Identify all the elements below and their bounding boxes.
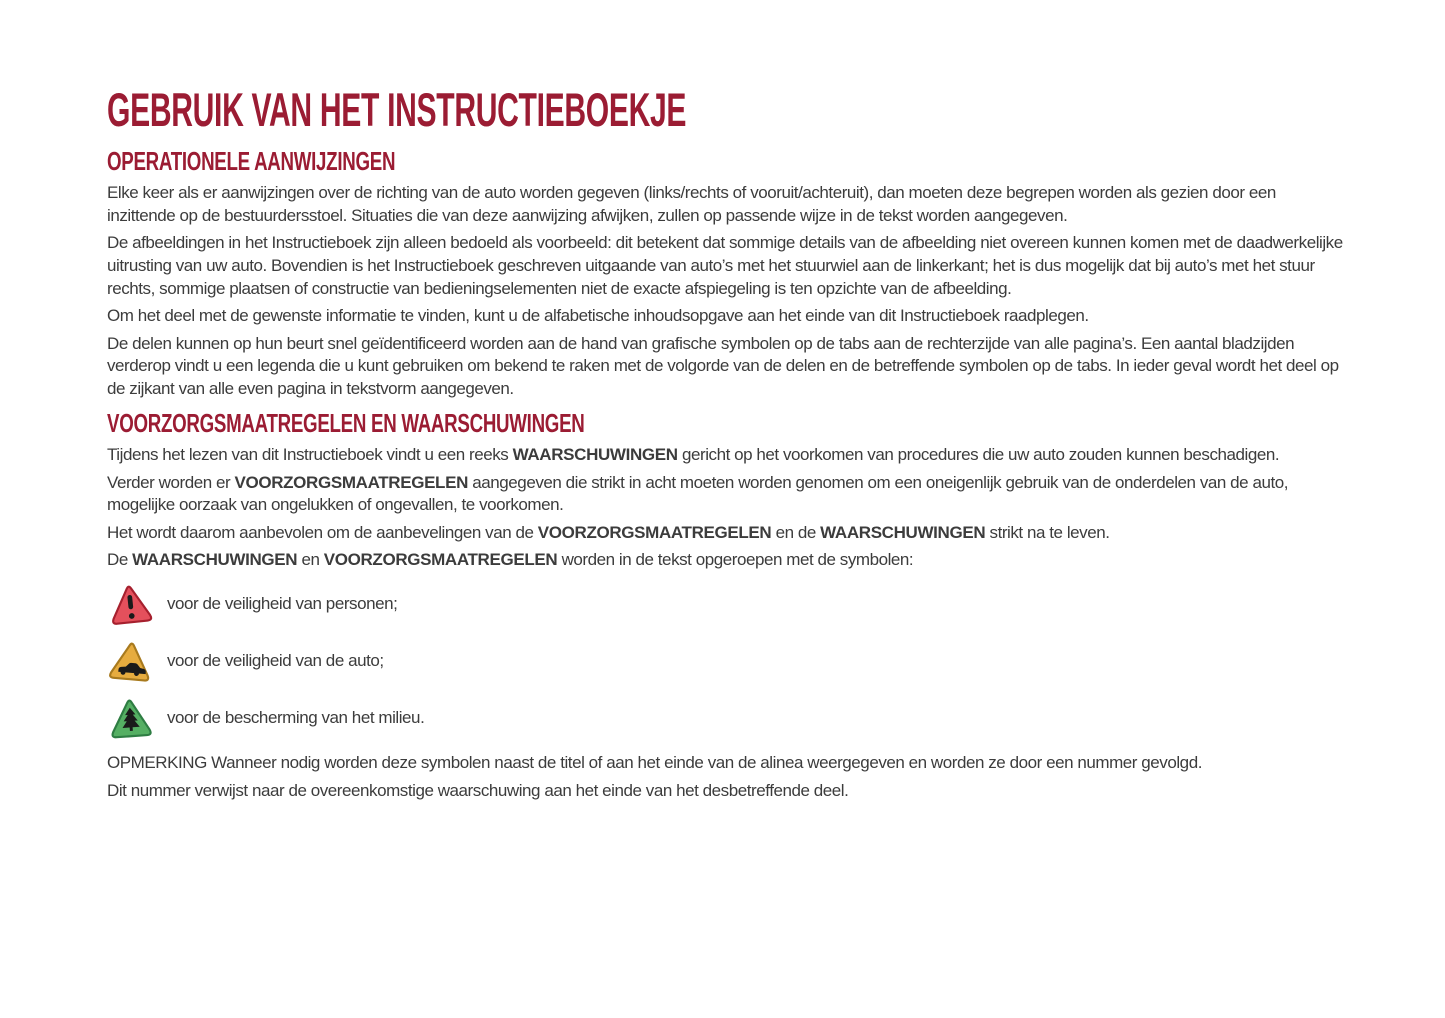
legend-label-car-safety: voor de veiligheid van de auto; bbox=[167, 650, 384, 670]
paragraph-index: Om het deel met de gewenste informatie te vinden, kunt u de alfabetische inhoudsopgave aan het einde van dit Instructieboek raadplegen. bbox=[107, 306, 1089, 326]
paragraph-tabs: De delen kunnen op hun beurt snel geïdentificeerd worden aan de hand van grafische symbolen op de tabs aan de rechterzijde van alle pagina’s. Een aantal bladzijden verderop vindt u een legenda die u kunt gebruiken om bekend te raken met de volgorde van de delen en de betreffende symbolen op de tabs. In ieder geval wordt het deel op de zijkant van alle even pagina in tekstvorm aangegeven. bbox=[107, 333, 1339, 399]
section-heading-precautions: VOORZORGSMAATREGELEN EN WAARSCHUWINGEN bbox=[107, 407, 585, 438]
person-safety-warning-triangle-icon bbox=[105, 578, 157, 631]
paragraph-symbols-intro bbox=[107, 549, 1345, 572]
text-segment: Het wordt daarom aanbevolen om de aanbevelingen van de bbox=[107, 522, 538, 542]
text-segment: strikt na te leven. bbox=[985, 522, 1110, 542]
bold-warnings-term: WAARSCHUWINGEN bbox=[820, 522, 986, 542]
text-segment: gericht op het voorkomen van procedures die uw auto zouden kunnen beschadigen. bbox=[677, 444, 1280, 464]
text-segment: worden in de tekst opgeroepen met de symbolen: bbox=[557, 550, 914, 570]
legend-label-person-safety: voor de veiligheid van personen; bbox=[167, 593, 398, 613]
text-segment: De bbox=[107, 550, 133, 570]
text-segment: Verder worden er bbox=[107, 472, 235, 492]
legend-row-person-safety bbox=[107, 580, 1345, 628]
paragraph-warnings bbox=[107, 444, 1345, 467]
legend-label-environment: voor de bescherming van het milieu. bbox=[167, 707, 425, 727]
bold-precautions-term: VOORZORGSMAATREGELEN bbox=[323, 550, 558, 570]
paragraph-illustrations: De afbeeldingen in het Instructieboek zijn alleen bedoeld als voorbeeld: dit betekent dat sommige details van de afbeelding niet overeen kunnen komen met de daadwerkelijke uitrusting van uw auto. Bovendien is het Instructieboek geschreven uitgaande van auto’s met het stuurwiel aan de linkerkant; het is dus mogelijk dat bij auto’s met het stuur rechts, sommige plaatsen of constructie van bedieningselementen niet de exacte afspiegeling is ten opzichte van de afbeelding. bbox=[107, 233, 1343, 298]
car-safety-warning-triangle-icon bbox=[105, 635, 156, 687]
environment-protection-warning-triangle-icon bbox=[105, 692, 155, 743]
legend-row-car-safety bbox=[107, 637, 1345, 685]
bold-warnings-term: WAARSCHUWINGEN bbox=[132, 550, 298, 570]
paragraph-directions: Elke keer als er aanwijzingen over de richting van de auto worden gegeven (links/rechts of vooruit/achteruit), dan moeten deze begrepen worden als gezien door een inzittende op de bestuurdersstoel. Situaties die van deze aanwijzing afwijken, zullen op passende wijze in de tekst worden aangegeven. bbox=[107, 183, 1276, 225]
bold-precautions-term: VOORZORGSMAATREGELEN bbox=[234, 472, 469, 492]
notes-block bbox=[107, 752, 1345, 802]
warning-symbol-legend bbox=[107, 580, 1345, 742]
bold-warnings-term: WAARSCHUWINGEN bbox=[512, 444, 678, 464]
paragraph-precautions bbox=[107, 472, 1345, 517]
note-number-reference: Dit nummer verwijst naar de overeenkomstige waarschuwing aan het einde van het desbetreffende deel. bbox=[107, 780, 849, 800]
note-symbols-placement: OPMERKING Wanneer nodig worden deze symbolen naast de titel of aan het einde van de alinea weergegeven en worden ze door een nummer gevolgd. bbox=[107, 752, 1202, 772]
text-segment: en bbox=[297, 550, 324, 570]
text-segment: Tijdens het lezen van dit Instructieboek vindt u een reeks bbox=[107, 444, 513, 464]
text-segment: en de bbox=[771, 522, 821, 542]
page-title: GEBRUIK VAN HET INSTRUCTIEBOEKJE bbox=[107, 83, 687, 136]
legend-row-environment bbox=[107, 694, 1345, 742]
bold-precautions-term: VOORZORGSMAATREGELEN bbox=[537, 522, 772, 542]
text-segment: aangegeven die strikt in acht moeten worden genomen om een oneigenlijk gebruik van de onderdelen van de auto, mogelijke oorzaak van ongelukken of ongevallen, te voorkomen. bbox=[107, 472, 1288, 515]
section-heading-operational: OPERATIONELE AANWIJZINGEN bbox=[107, 146, 396, 176]
paragraph-recommendation bbox=[107, 522, 1345, 545]
